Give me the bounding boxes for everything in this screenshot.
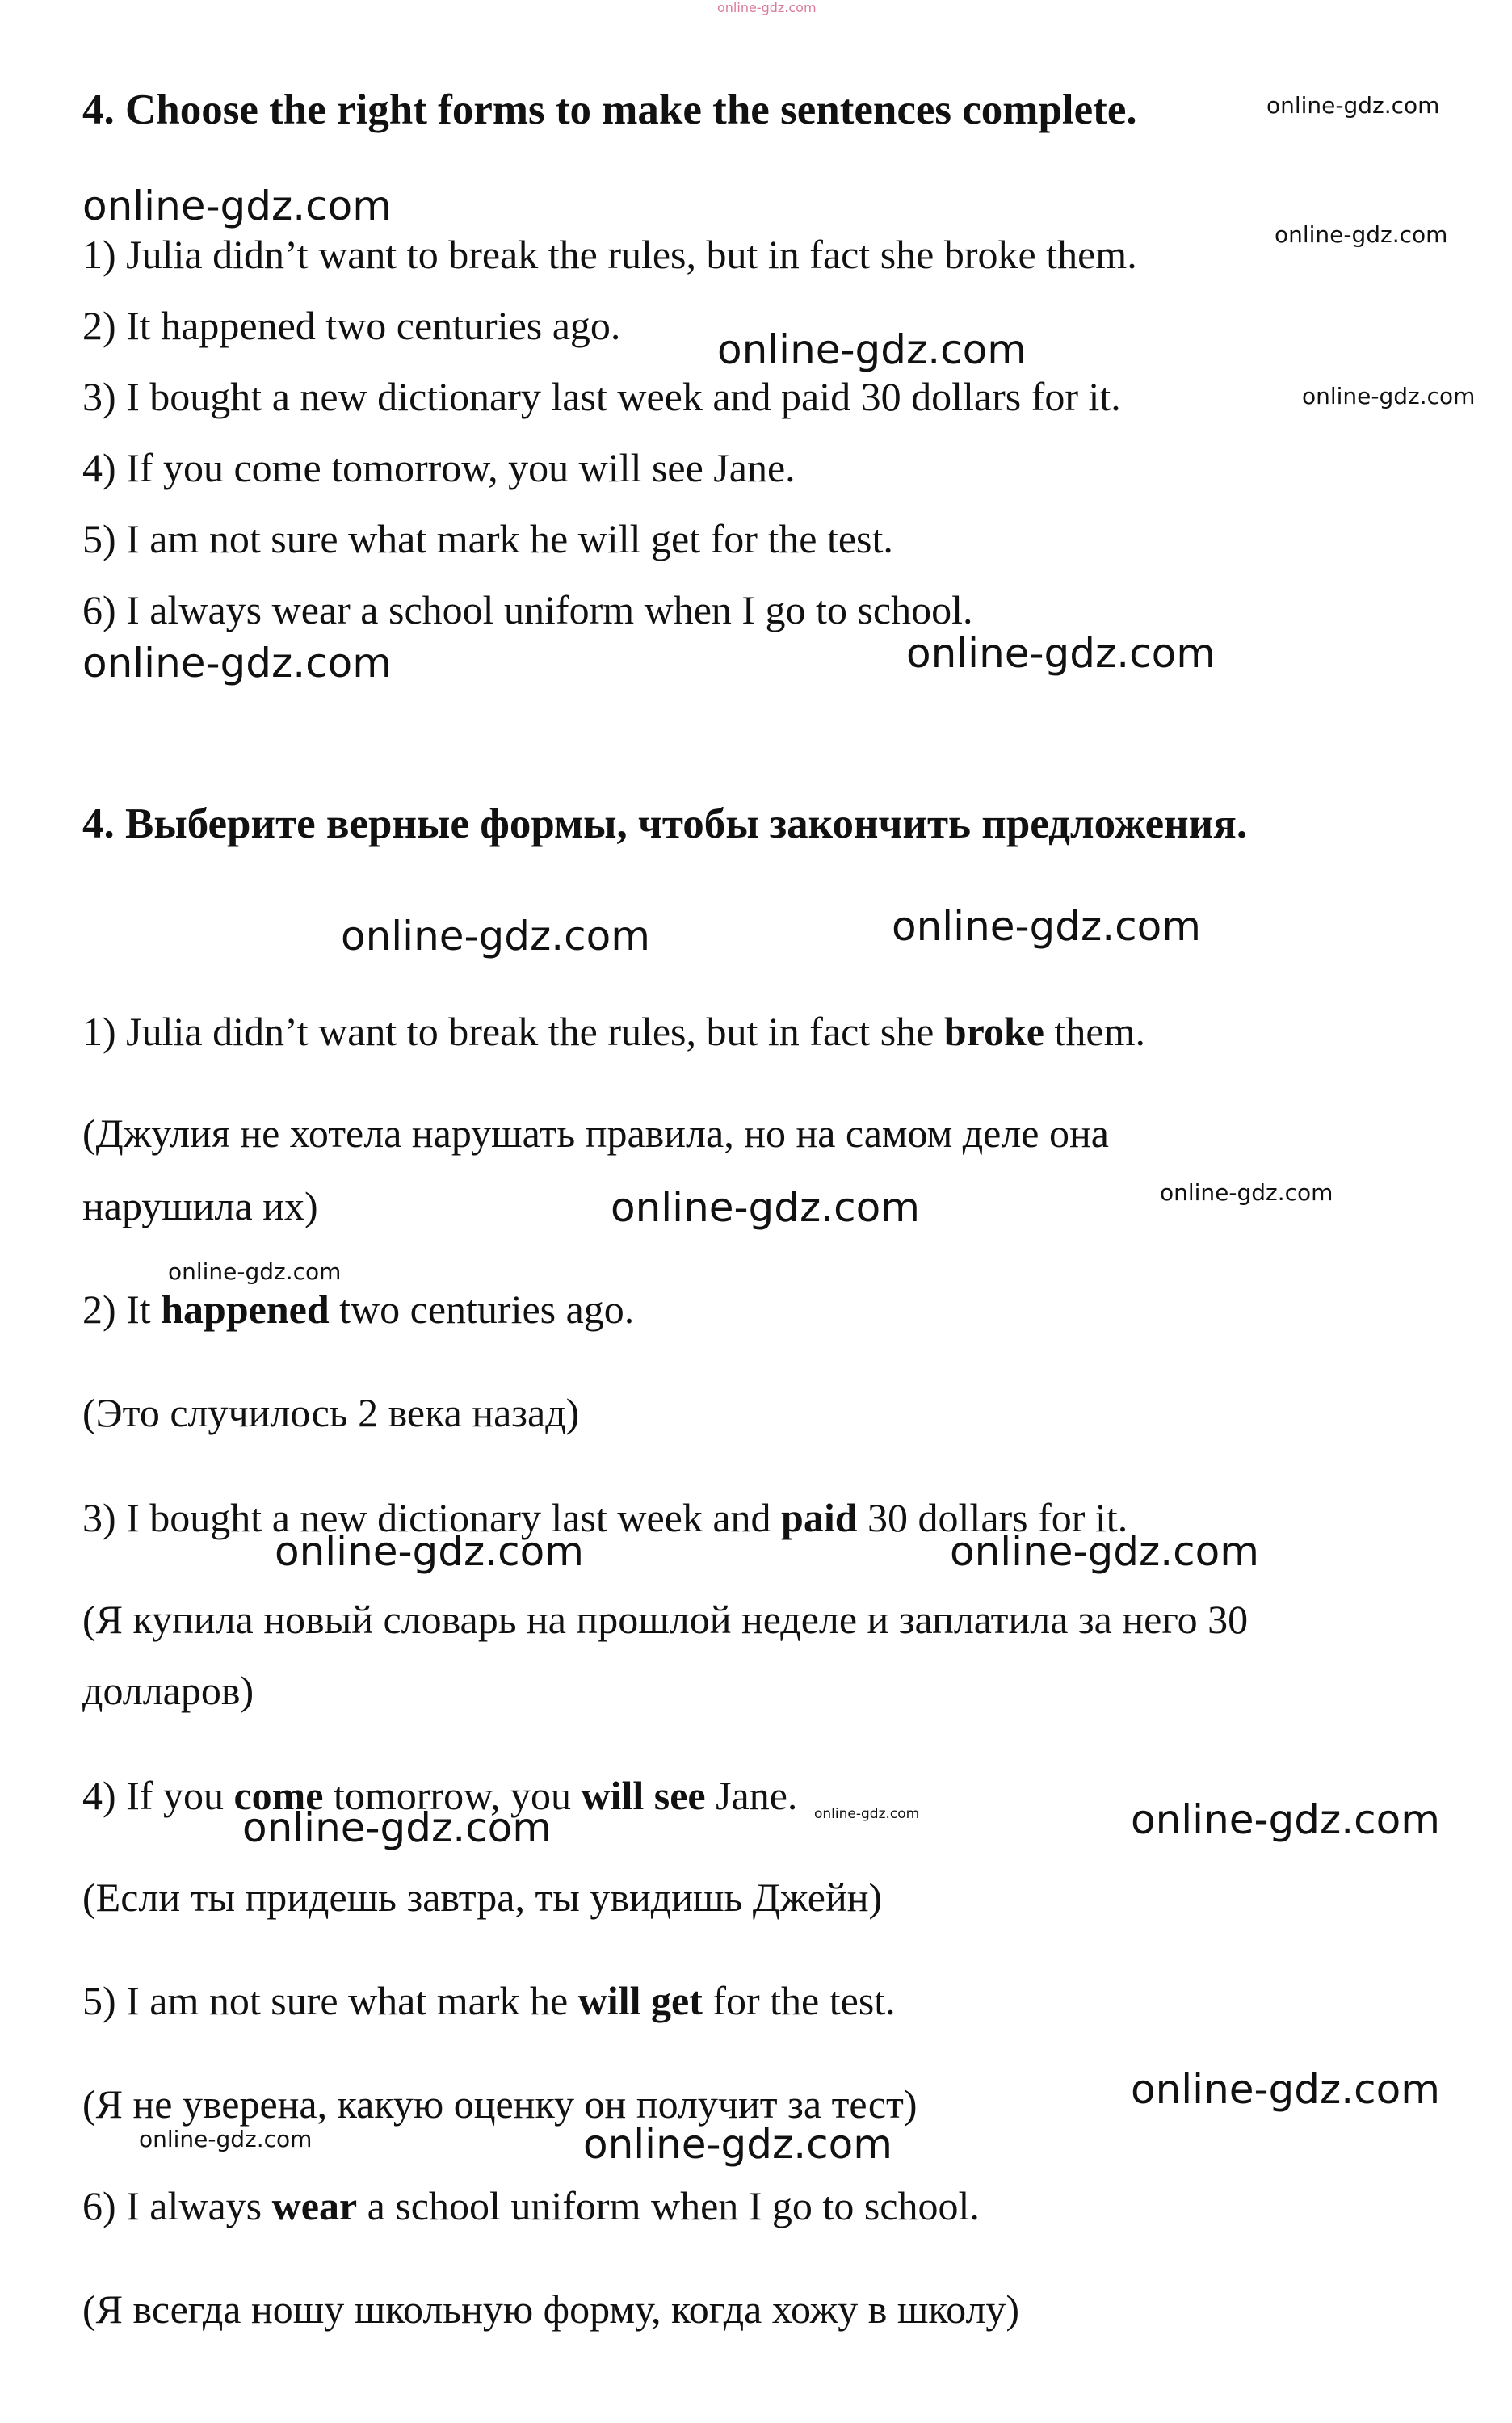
translation-1-line-1: (Джулия не хотела нарушать правила, но на самом деле она <box>82 1111 1109 1156</box>
answer-4-bold-2: will see <box>581 1773 706 1818</box>
sentence-en-6: 6) I always wear a school uniform when I go to school. <box>82 587 973 632</box>
answer-6-bold: wear <box>271 2183 358 2228</box>
answer-5 <box>82 1977 896 2024</box>
answer-2-post: two centuries ago. <box>329 1287 635 1332</box>
answer-2-pre: 2) It <box>82 1287 162 1332</box>
answer-6 <box>82 2182 980 2229</box>
answer-3-bold: paid <box>781 1495 858 1540</box>
watermark: online-gdz.com <box>139 2126 313 2152</box>
answer-1-bold: broke <box>943 1009 1044 1054</box>
watermark: online-gdz.com <box>1160 1179 1334 1206</box>
translation-2-line-1: (Это случилось 2 века назад) <box>82 1390 580 1435</box>
watermark: online-gdz.com <box>1131 1796 1440 1843</box>
answer-6-post: a school uniform when I go to school. <box>357 2183 980 2228</box>
answer-6-pre: 6) I always <box>82 2183 272 2228</box>
answer-1-pre: 1) Julia didn’t want to break the rules, but in fact she <box>82 1009 944 1054</box>
watermark-top: online-gdz.com <box>717 0 817 15</box>
translation-1-line-2: нарушила их) <box>82 1183 318 1228</box>
watermark: online-gdz.com <box>611 1184 920 1231</box>
answer-4-mid: tomorrow, you <box>323 1773 582 1818</box>
heading-english: 4. Choose the right forms to make the sentences complete. <box>82 86 1137 133</box>
heading-russian: 4. Выберите верные формы, чтобы закончить предложения. <box>82 800 1248 847</box>
watermark: online-gdz.com <box>1266 92 1440 119</box>
answer-1-post: them. <box>1044 1009 1145 1054</box>
answer-5-post: for the test. <box>702 1978 896 2023</box>
watermark: online-gdz.com <box>82 183 392 229</box>
watermark: online-gdz.com <box>168 1258 342 1285</box>
watermark: online-gdz.com <box>950 1528 1259 1575</box>
watermark: online-gdz.com <box>275 1528 584 1575</box>
watermark: online-gdz.com <box>892 903 1201 950</box>
answer-1 <box>82 1008 1145 1055</box>
answer-5-pre: 5) I am not sure what mark he <box>82 1978 578 2023</box>
watermark: online-gdz.com <box>1302 383 1476 409</box>
answer-5-bold: will get <box>578 1978 703 2023</box>
watermark: online-gdz.com <box>1131 2066 1440 2113</box>
sentence-en-1: 1) Julia didn’t want to break the rules, but in fact she broke them. <box>82 232 1137 277</box>
answer-2-bold: happened <box>161 1287 330 1332</box>
watermark: online-gdz.com <box>814 1806 920 1822</box>
answer-4-bold: come <box>233 1773 324 1818</box>
sentence-en-4: 4) If you come tomorrow, you will see Jane. <box>82 445 796 490</box>
watermark: online-gdz.com <box>341 913 650 960</box>
sentence-en-5: 5) I am not sure what mark he will get for the test. <box>82 516 893 561</box>
translation-3-line-1: (Я купила новый словарь на прошлой неделе и заплатила за него 30 <box>82 1597 1249 1642</box>
translation-5-line-1: (Я не уверена, какую оценку он получит за тест) <box>82 2081 918 2127</box>
sentence-en-3: 3) I bought a new dictionary last week and paid 30 dollars for it. <box>82 374 1121 419</box>
watermark: online-gdz.com <box>82 640 392 687</box>
sentence-en-2: 2) It happened two centuries ago. <box>82 303 621 348</box>
translation-4-line-1: (Если ты придешь завтра, ты увидишь Джейн) <box>82 1875 883 1920</box>
watermark: online-gdz.com <box>583 2121 892 2168</box>
watermark: online-gdz.com <box>1275 221 1448 248</box>
watermark: online-gdz.com <box>717 326 1027 373</box>
answer-2 <box>82 1286 634 1333</box>
answer-3-post: 30 dollars for it. <box>857 1495 1128 1540</box>
translation-3-line-2: долларов) <box>82 1668 254 1713</box>
watermark: online-gdz.com <box>906 630 1216 677</box>
answer-3-pre: 3) I bought a new dictionary last week and <box>82 1495 782 1540</box>
translation-6-line-1: (Я всегда ношу школьную форму, когда хожу в школу) <box>82 2287 1020 2332</box>
answer-4-pre: 4) If you <box>82 1773 234 1818</box>
watermark: online-gdz.com <box>242 1804 552 1851</box>
answer-4-post: Jane. <box>705 1773 798 1818</box>
